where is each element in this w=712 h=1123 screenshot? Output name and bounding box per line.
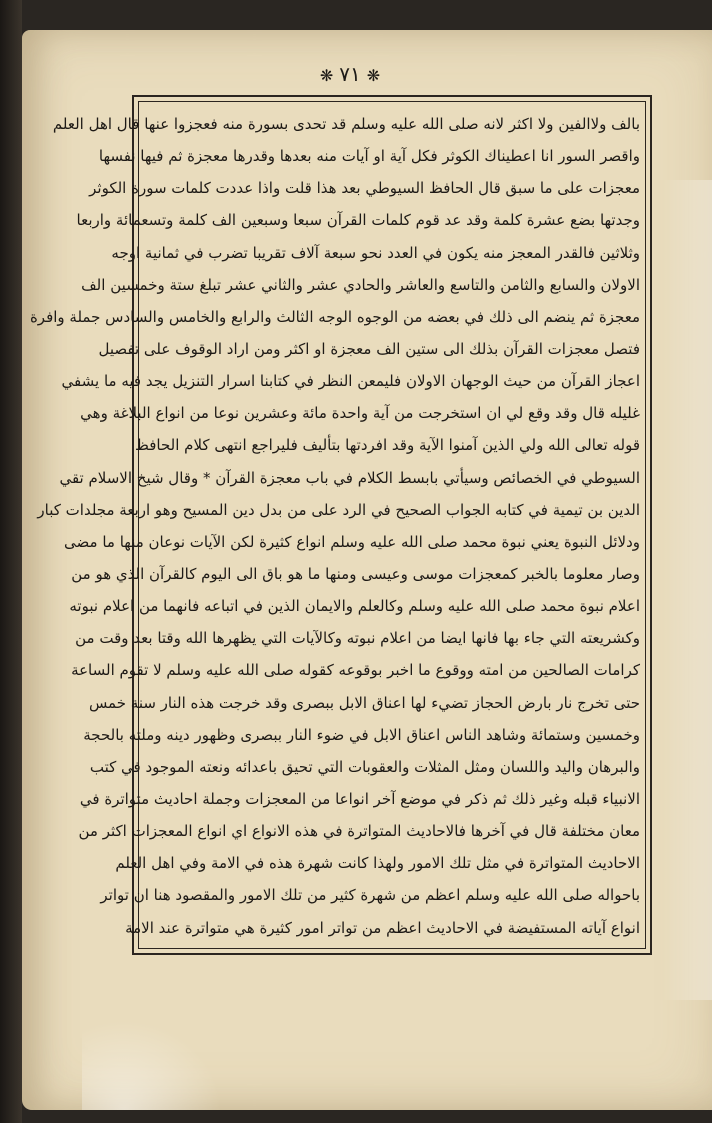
right-ornament-icon: ❋ [319, 66, 334, 85]
text-line: الانبياء قبله وغير ذلك ثم ذكر في موضع آخر انواعا من المعجزات وجملة احاديث متواترة في [79, 789, 640, 808]
text-line: حتى تخرج نار بارض الحجاز تضيء لها اعناق الابل ببصرى وقد خرجت هذه النار سنة خمس [88, 693, 640, 712]
text-line: اعجاز القرآن من حيث الوجهان الاولان فليمعن النظر في كتابنا اسرار التنزيل يجد فيه ما يشفي [61, 372, 640, 391]
text-line: وكشريعته التي جاء بها فانها ايضا من اعلام نبوته وكالآيات التي يظهرها الله وقتا بعد وقت من [75, 629, 640, 648]
text-line: اعلام نبوة محمد صلى الله عليه وسلم وكالعلم والايمان الذين في اتباعه فانهما من اعلام نبوته [69, 597, 640, 616]
text-line: انواع آياته المستفيضة في الاحاديث اعظم من تواتر امور كثيرة هي متواترة عند الامة [125, 918, 640, 937]
left-ornament-icon: ❋ [366, 66, 381, 85]
text-line: معجزة ثم ينضم الى ذلك في بعضه من الوجوه الوجه الثالث والرابع والخامس والسادس جملة وافرة [29, 307, 640, 326]
book-spine-shadow [0, 0, 22, 1123]
page-corner-wear [82, 1020, 222, 1110]
text-line: السيوطي في الخصائص وسيأتي بابسط الكلام في باب معجزة القرآن * وقال شيخ الاسلام تقي [59, 468, 640, 487]
text-line: غليله قال وقد وقع لي ان استخرجت من آية واحدة مائة وعشرين نوعا من انواع البلاغة وهي [80, 404, 640, 423]
text-line: بالف ولاالفين ولا اكثر لانه صلى الله عليه وسلم قد تحدى بسورة منه فعجزوا عنها قال اهل العلم [52, 115, 640, 133]
text-line: الاحاديث المتواترة في مثل تلك الامور ولهذا كانت شهرة هذه في الامة وفي اهل العلم [115, 854, 640, 873]
text-line: قوله تعالى الله ولي الذين آمنوا الآية وقد افردتها بتأليف فليراجع انتهى كلام الحافظ [135, 436, 640, 455]
page-number: ٧١ [339, 62, 361, 86]
text-line: وثلاثين فالقدر المعجز منه يكون في العدد نحو سبعة آلاف تقريبا تضرب في ثمانية اوجه [111, 243, 640, 262]
text-line: وخمسين وستمائة وشاهد الناس اعناق الابل في ضوء النار ببصرى وظهور دينه وملته بالحجة [83, 725, 640, 744]
page-light-edge [662, 180, 712, 1000]
text-line: كرامات الصالحين من امته ووقوع ما اخبر بوقوعه كقوله صلى الله عليه وسلم لا تقوم الساعة [71, 661, 640, 680]
text-line: باحواله صلى الله عليه وسلم اعظم من شهرة كثير من تلك الامور والمقصود هنا ان تواتر [100, 886, 640, 905]
text-line: الدين بن تيمية في كتابه الجواب الصحيح في الرد على من بدل دين المسيح وهو اربعة مجلدات كبار [37, 500, 640, 519]
text-line: فتصل معجزات القرآن بذلك الى ستين الف معجزة او اكثر ومن اراد الوقوف على تفصيل [98, 339, 640, 358]
main-text-block [29, 108, 640, 944]
text-line: ودلائل النبوة يعني نبوة محمد صلى الله عليه وسلم انواع كثيرة لكن الآيات نوعان منها ما مضى [64, 532, 640, 551]
text-line: واقصر السور انا اعطيناك الكوثر فكل آية او آيات منه بعدها وقدرها معجزة ثم فيها نفسها [98, 147, 640, 166]
text-line: معجزات على ما سبق قال الحافظ السيوطي بعد هذا قلت واذا عددت كلمات سورة الكوثر [89, 179, 640, 198]
text-line: والبرهان واليد واللسان ومثل المثلات والعقوبات التي تحيق باعدائه ونعته الموجود في كتب [89, 757, 640, 776]
text-line: وصار معلوما بالخبر كمعجزات موسى وعيسى ومنها ما هو باق الى اليوم كالقرآن الذي هو من [71, 564, 640, 583]
page-number-header [0, 62, 700, 86]
text-line: وجدتها بضع عشرة كلمة وقد عد قوم كلمات القرآن سبعا وسبعين الف كلمة وتسعمائة واربعا [76, 211, 640, 230]
text-line: معان مختلفة قال في آخرها فالاحاديث المتواترة في هذه الانواع اي انواع المعجزات اكثر من [78, 822, 640, 841]
text-line: الاولان والسابع والثامن والتاسع والعاشر والحادي عشر والثاني عشر تبلغ ستة وخمسين الف [81, 275, 640, 294]
